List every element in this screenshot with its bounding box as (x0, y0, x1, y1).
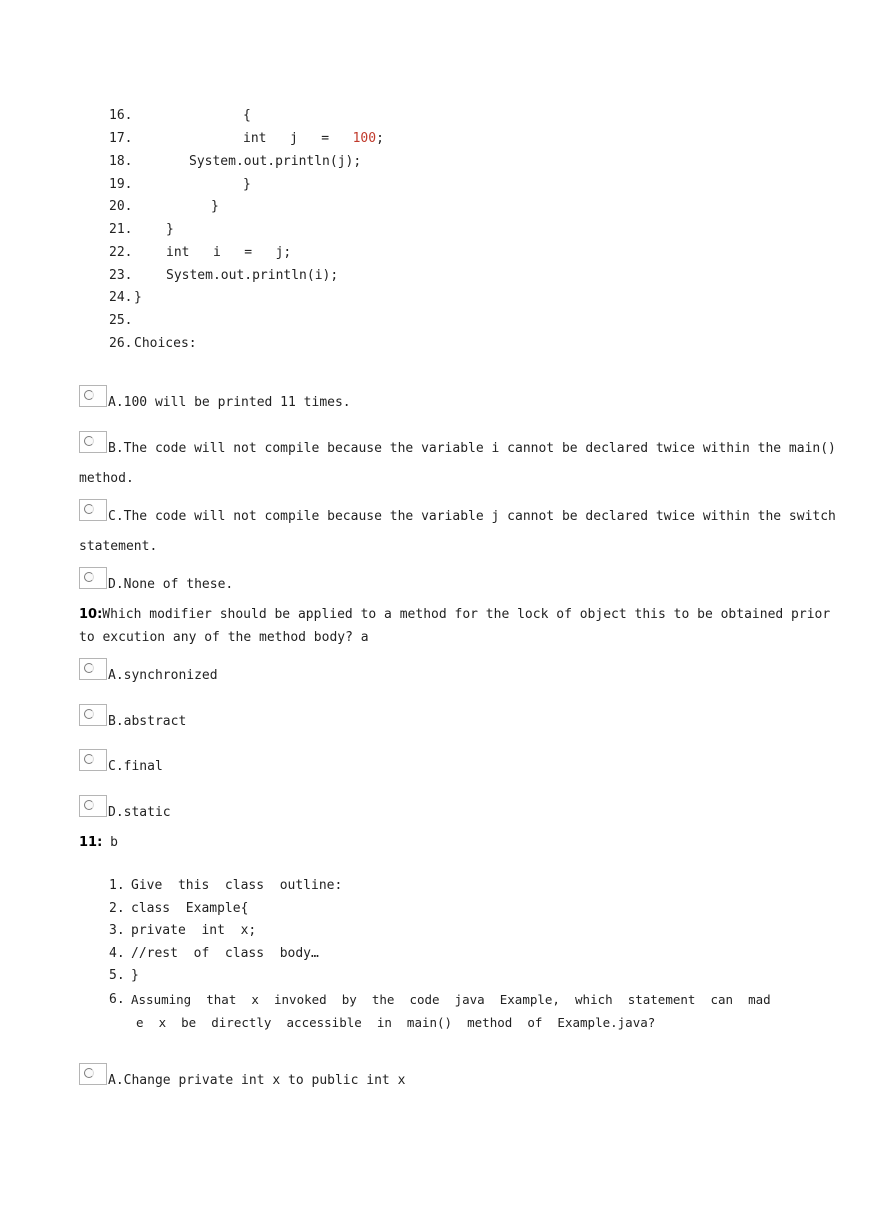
line-number: 20. (109, 199, 133, 214)
line-number: 23. (109, 268, 133, 283)
option-label: A.synchronized (108, 668, 218, 683)
code-line: } (134, 290, 142, 305)
line-number: 16. (109, 108, 133, 123)
option-radio[interactable] (79, 499, 107, 521)
line-number: 18. (109, 154, 133, 169)
code-line: Choices: (134, 336, 197, 351)
option-radio[interactable] (79, 431, 107, 453)
question-text-continued: to excution any of the method body? a (79, 630, 369, 645)
option-label: D.static (108, 805, 171, 820)
code-line: } (211, 199, 219, 214)
line-number: 24. (109, 290, 133, 305)
line-number: 19. (109, 177, 133, 192)
option-label: D.None of these. (108, 577, 234, 592)
line-number: 25. (109, 313, 133, 328)
radio-icon (84, 754, 94, 764)
numeric-literal: 100 (352, 131, 377, 146)
option-radio[interactable] (79, 749, 107, 771)
option-label: C.The code will not compile because the variable j cannot be declared twice within the switch (108, 509, 836, 524)
option-radio[interactable] (79, 567, 107, 589)
code-line: int j = 100; (243, 131, 384, 146)
list-item: //rest of class body… (131, 946, 319, 961)
code-line: int i = j; (166, 245, 292, 260)
question-text: 11: b (79, 835, 118, 850)
line-number: 26. (109, 336, 133, 351)
question-text: 10:Which modifier should be applied to a method for the lock of object this to be obtained prior (79, 607, 831, 622)
radio-icon (84, 800, 94, 810)
option-label: A.Change private int x to public int x (108, 1073, 406, 1088)
radio-icon (84, 1068, 94, 1078)
option-radio[interactable] (79, 795, 107, 817)
line-number: 17. (109, 131, 133, 146)
code-line: System.out.println(i); (166, 268, 339, 283)
option-label: B.abstract (108, 714, 187, 729)
question-number: 10: (79, 607, 103, 622)
option-radio[interactable] (79, 658, 107, 680)
list-number: 1. (109, 878, 125, 893)
list-number: 2. (109, 901, 125, 916)
list-number: 5. (109, 968, 125, 983)
list-number: 3. (109, 923, 125, 938)
list-number: 6. (109, 992, 125, 1007)
radio-icon (84, 504, 94, 514)
line-number: 21. (109, 222, 133, 237)
option-radio[interactable] (79, 385, 107, 407)
list-item: } (131, 968, 139, 983)
option-radio[interactable] (79, 704, 107, 726)
option-label: B.The code will not compile because the variable i cannot be declared twice within the main() (108, 441, 836, 456)
option-label: A.100 will be printed 11 times. (108, 395, 351, 410)
code-line: } (166, 222, 174, 237)
list-item-continued: e x be directly accessible in main() method of Example.java? (136, 1015, 656, 1030)
option-radio[interactable] (79, 1063, 107, 1085)
option-label-continued: method. (79, 471, 134, 486)
radio-icon (84, 390, 94, 400)
list-item: Give this class outline: (131, 878, 343, 893)
question-number: 11: (79, 835, 103, 850)
line-number: 22. (109, 245, 133, 260)
code-line: } (243, 177, 251, 192)
option-label-continued: statement. (79, 539, 158, 554)
code-line: { (243, 108, 251, 123)
option-label: C.final (108, 759, 163, 774)
list-item: class Example{ (131, 901, 249, 916)
list-item: private int x; (131, 923, 257, 938)
radio-icon (84, 572, 94, 582)
list-item: Assuming that x invoked by the code java Example, which statement can mad (131, 992, 771, 1007)
radio-icon (84, 709, 94, 719)
code-line: System.out.println(j); (189, 154, 362, 169)
list-number: 4. (109, 946, 125, 961)
radio-icon (84, 436, 94, 446)
radio-icon (84, 663, 94, 673)
